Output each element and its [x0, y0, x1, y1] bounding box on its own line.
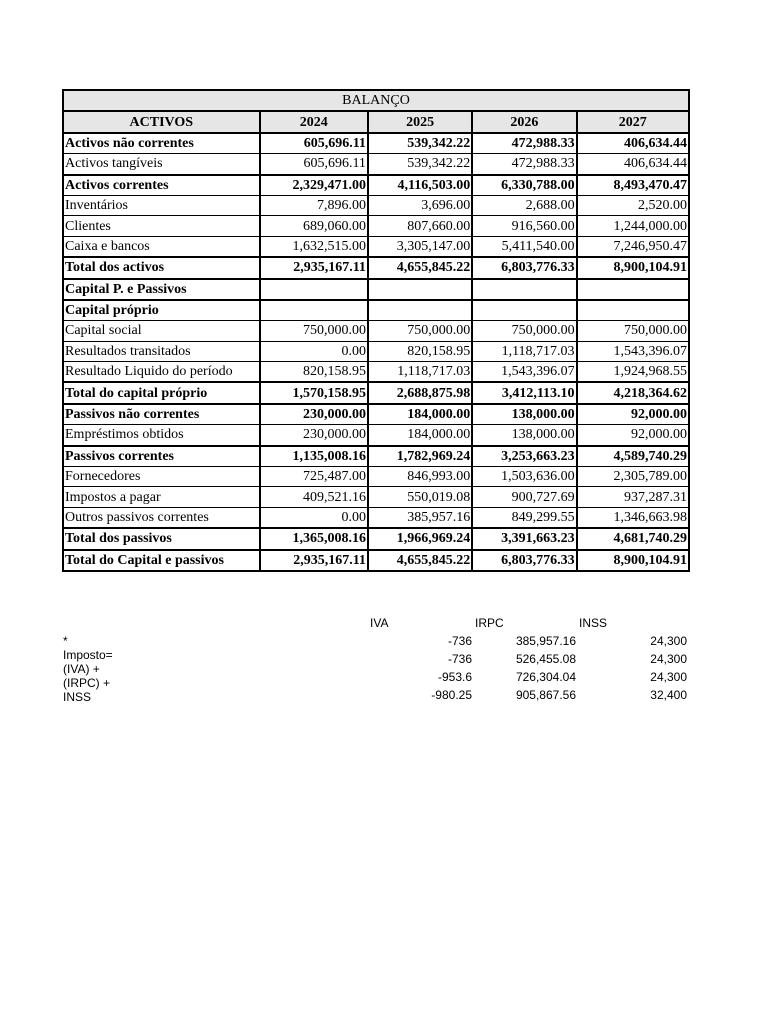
- row-label: Fornecedores: [63, 467, 260, 487]
- row-value: 8,900,104.91: [577, 550, 689, 571]
- row-value: 7,896.00: [260, 195, 368, 215]
- row-value: 3,253,663.23: [472, 446, 576, 467]
- row-value: 1,244,000.00: [577, 216, 689, 236]
- tax-header-iva: IVA: [370, 616, 389, 630]
- column-header: 2026: [472, 111, 576, 132]
- tax-value: 24,300: [650, 652, 687, 666]
- row-value: 406,634.44: [577, 154, 689, 175]
- row-value: 1,365,008.16: [260, 528, 368, 549]
- column-header: 2025: [368, 111, 472, 132]
- row-value: 4,681,740.29: [577, 528, 689, 549]
- row-label: Total do Capital e passivos: [63, 550, 260, 571]
- row-value: 916,560.00: [472, 216, 576, 236]
- row-value: [472, 300, 576, 321]
- row-value: 4,655,845.22: [368, 257, 472, 278]
- column-header: ACTIVOS: [63, 111, 260, 132]
- tax-header-irpc: IRPC: [475, 616, 504, 630]
- row-value: 184,000.00: [368, 425, 472, 446]
- table-row: [63, 154, 689, 175]
- row-value: 750,000.00: [368, 321, 472, 341]
- table-row: [63, 507, 689, 528]
- row-value: 1,503,636.00: [472, 467, 576, 487]
- row-label: Total do capital próprio: [63, 382, 260, 403]
- table-row: [63, 404, 689, 425]
- row-value: 605,696.11: [260, 154, 368, 175]
- tax-value: -736: [447, 652, 472, 666]
- row-value: 1,543,396.07: [472, 362, 576, 383]
- row-value: 2,688.00: [472, 195, 576, 215]
- row-value: 0.00: [260, 341, 368, 361]
- tax-value: 905,867.56: [515, 688, 576, 702]
- row-value: 849,299.55: [472, 507, 576, 528]
- row-value: 1,118,717.03: [368, 362, 472, 383]
- tax-value: -953.6: [437, 670, 472, 684]
- row-value: [368, 279, 472, 300]
- row-label: Capital P. e Passivos: [63, 279, 260, 300]
- row-value: 2,329,471.00: [260, 175, 368, 196]
- row-value: 550,019.08: [368, 487, 472, 507]
- table-header-row: [63, 111, 689, 132]
- row-label: Impostos a pagar: [63, 487, 260, 507]
- row-value: 184,000.00: [368, 404, 472, 425]
- row-value: 2,935,167.11: [260, 257, 368, 278]
- row-value: 1,632,515.00: [260, 236, 368, 257]
- row-label: Capital social: [63, 321, 260, 341]
- row-value: 846,993.00: [368, 467, 472, 487]
- row-value: 1,118,717.03: [472, 341, 576, 361]
- row-value: 4,589,740.29: [577, 446, 689, 467]
- row-value: 1,966,969.24: [368, 528, 472, 549]
- row-label: Total dos activos: [63, 257, 260, 278]
- row-value: 4,218,364.62: [577, 382, 689, 403]
- row-value: 0.00: [260, 507, 368, 528]
- row-value: 2,935,167.11: [260, 550, 368, 571]
- table-row: [63, 300, 689, 321]
- row-label: Capital próprio: [63, 300, 260, 321]
- row-value: 8,900,104.91: [577, 257, 689, 278]
- row-value: [577, 279, 689, 300]
- row-value: 937,287.31: [577, 487, 689, 507]
- row-value: 2,305,789.00: [577, 467, 689, 487]
- row-value: 807,660.00: [368, 216, 472, 236]
- table-row: [63, 279, 689, 300]
- row-value: [368, 300, 472, 321]
- row-value: 406,634.44: [577, 133, 689, 154]
- table-row: [63, 236, 689, 257]
- row-value: 605,696.11: [260, 133, 368, 154]
- row-value: 1,782,969.24: [368, 446, 472, 467]
- row-value: 3,305,147.00: [368, 236, 472, 257]
- row-label: Passivos correntes: [63, 446, 260, 467]
- row-value: 2,520.00: [577, 195, 689, 215]
- row-value: 230,000.00: [260, 404, 368, 425]
- tax-value: 385,957.16: [515, 634, 576, 648]
- table-row: [63, 487, 689, 507]
- tax-value: -980.25: [431, 688, 472, 702]
- tax-value: -736: [447, 634, 472, 648]
- row-value: [260, 300, 368, 321]
- row-value: 4,116,503.00: [368, 175, 472, 196]
- row-label: Resultados transitados: [63, 341, 260, 361]
- table-row: [63, 175, 689, 196]
- row-value: 4,655,845.22: [368, 550, 472, 571]
- tax-formula-note: * Imposto= (IVA) + (IRPC) + INSS: [63, 634, 113, 704]
- tax-value: 526,455.08: [515, 652, 576, 666]
- row-value: 385,957.16: [368, 507, 472, 528]
- row-value: 820,158.95: [368, 341, 472, 361]
- table-row: [63, 133, 689, 154]
- row-value: 750,000.00: [472, 321, 576, 341]
- tax-value: 726,304.04: [515, 670, 576, 684]
- row-value: 472,988.33: [472, 133, 576, 154]
- row-value: 230,000.00: [260, 425, 368, 446]
- row-label: Outros passivos correntes: [63, 507, 260, 528]
- row-label: Clientes: [63, 216, 260, 236]
- row-value: 3,391,663.23: [472, 528, 576, 549]
- table-row: [63, 382, 689, 403]
- row-value: 2,688,875.98: [368, 382, 472, 403]
- row-value: 92,000.00: [577, 425, 689, 446]
- row-value: 1,570,158.95: [260, 382, 368, 403]
- row-label: Activos correntes: [63, 175, 260, 196]
- row-value: 1,346,663.98: [577, 507, 689, 528]
- row-label: Total dos passivos: [63, 528, 260, 549]
- table-row: [63, 341, 689, 361]
- tax-value: 24,300: [650, 634, 687, 648]
- row-value: [577, 300, 689, 321]
- row-value: [260, 279, 368, 300]
- row-label: Inventários: [63, 195, 260, 215]
- row-label: Passivos não correntes: [63, 404, 260, 425]
- row-value: 6,803,776.33: [472, 257, 576, 278]
- row-value: 6,330,788.00: [472, 175, 576, 196]
- row-value: 3,412,113.10: [472, 382, 576, 403]
- tax-value: 32,400: [650, 688, 687, 702]
- row-label: Activos tangíveis: [63, 154, 260, 175]
- row-value: 6,803,776.33: [472, 550, 576, 571]
- row-value: 472,988.33: [472, 154, 576, 175]
- table-title-row: [63, 90, 689, 111]
- row-value: 1,543,396.07: [577, 341, 689, 361]
- row-value: 3,696.00: [368, 195, 472, 215]
- column-header: 2027: [577, 111, 689, 132]
- row-value: 820,158.95: [260, 362, 368, 383]
- row-value: 1,135,008.16: [260, 446, 368, 467]
- row-label: Empréstimos obtidos: [63, 425, 260, 446]
- table-title: BALANÇO: [63, 90, 689, 111]
- row-value: 7,246,950.47: [577, 236, 689, 257]
- row-value: 689,060.00: [260, 216, 368, 236]
- row-value: 92,000.00: [577, 404, 689, 425]
- row-label: Resultado Liquido do período: [63, 362, 260, 383]
- table-row: [63, 446, 689, 467]
- row-label: Activos não correntes: [63, 133, 260, 154]
- table-row: [63, 216, 689, 236]
- row-value: 900,727.69: [472, 487, 576, 507]
- row-value: 138,000.00: [472, 425, 576, 446]
- row-value: 1,924,968.55: [577, 362, 689, 383]
- row-value: 409,521.16: [260, 487, 368, 507]
- table-row: [63, 195, 689, 215]
- row-value: 725,487.00: [260, 467, 368, 487]
- table-row: [63, 528, 689, 549]
- row-value: 539,342.22: [368, 133, 472, 154]
- row-value: [472, 279, 576, 300]
- row-label: Caixa e bancos: [63, 236, 260, 257]
- column-header: 2024: [260, 111, 368, 132]
- table-row: [63, 362, 689, 383]
- table-row: [63, 425, 689, 446]
- table-row: [63, 321, 689, 341]
- table-row: [63, 467, 689, 487]
- table-row: [63, 257, 689, 278]
- row-value: 750,000.00: [260, 321, 368, 341]
- table-row: [63, 550, 689, 571]
- tax-header-inss: INSS: [579, 616, 608, 630]
- row-value: 138,000.00: [472, 404, 576, 425]
- tax-value: 24,300: [650, 670, 687, 684]
- row-value: 8,493,470.47: [577, 175, 689, 196]
- row-value: 539,342.22: [368, 154, 472, 175]
- row-value: 5,411,540.00: [472, 236, 576, 257]
- balance-sheet-table: [62, 89, 690, 572]
- row-value: 750,000.00: [577, 321, 689, 341]
